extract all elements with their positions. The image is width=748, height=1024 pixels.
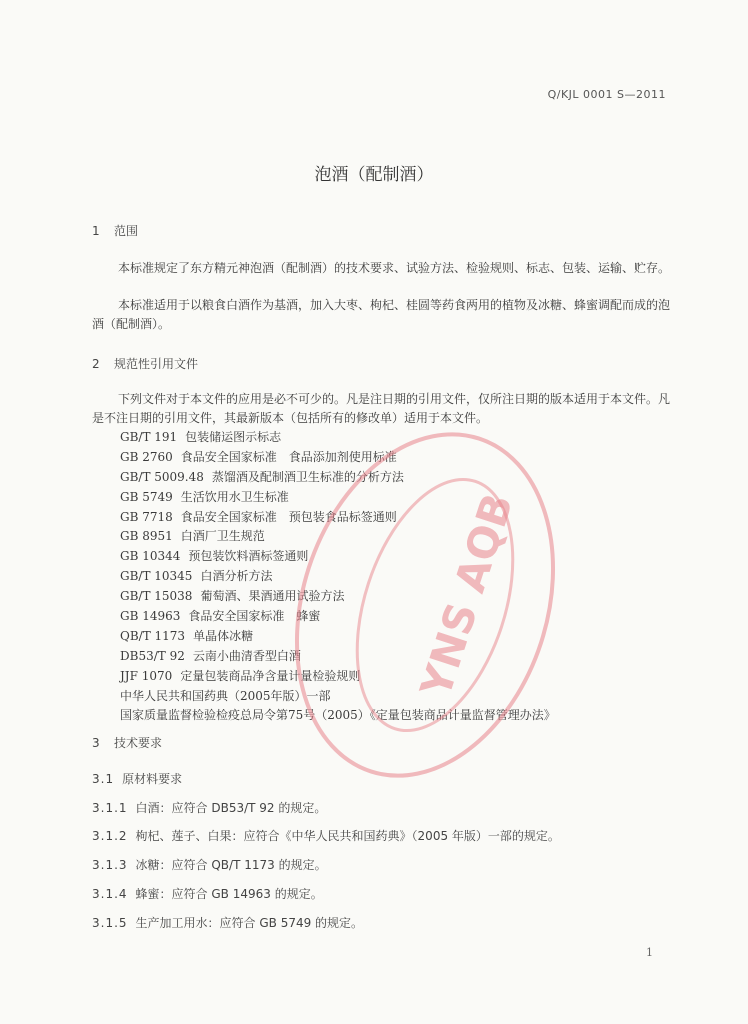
reference-title: 葡萄酒、果酒通用试验方法 xyxy=(200,589,345,604)
document-number: Q/KJL 0001 S—2011 xyxy=(547,88,666,101)
reference-code: GB/T 191 xyxy=(120,430,178,444)
subsection-number: 3.1 xyxy=(92,772,115,786)
clause-number: 3.1.3 xyxy=(92,858,128,872)
page-number: 1 xyxy=(646,946,653,959)
clause-text: 生产加工用水：应符合 GB 5749 的规定。 xyxy=(135,916,364,930)
reference-title: 预包装饮料酒标签通则 xyxy=(188,549,309,564)
reference-item xyxy=(120,488,660,508)
clause-text: 白酒：应符合 DB53/T 92 的规定。 xyxy=(135,801,327,815)
reference-code: DB53/T 92 xyxy=(120,648,185,663)
section-number: 1 xyxy=(92,224,100,238)
reference-code: GB/T 15038 xyxy=(120,589,193,604)
subsection-title: 原材料要求 xyxy=(122,772,183,786)
clause-text: 冰糖：应符合 QB/T 1173 的规定。 xyxy=(135,858,327,872)
section-3-heading xyxy=(92,734,162,751)
reference-item xyxy=(120,448,660,468)
section-1-heading xyxy=(92,222,138,239)
reference-item xyxy=(120,547,660,567)
reference-title: 中华人民共和国药典（2005年版）一部 xyxy=(120,688,331,703)
section-number: 2 xyxy=(92,357,100,371)
clause-3-1-5 xyxy=(92,914,363,931)
reference-item xyxy=(120,567,660,587)
reference-code: GB/T 5009.48 xyxy=(120,469,204,484)
reference-code: GB/T 10345 xyxy=(120,569,193,584)
reference-item xyxy=(120,687,660,707)
reference-title: 白酒分析方法 xyxy=(200,569,273,584)
clause-3-1-2 xyxy=(92,827,560,844)
reference-code: GB 7718 xyxy=(120,509,173,524)
clause-number: 3.1.2 xyxy=(92,829,128,843)
section-1-paragraph-2: 本标准适用于以粮食白酒作为基酒，加入大枣、枸杞、桂圆等药食两用的植物及冰糖、蜂蜜调配而成的泡酒（配制酒）。 xyxy=(92,298,671,331)
clause-number: 3.1.1 xyxy=(92,801,128,815)
section-title: 规范性引用文件 xyxy=(114,357,199,371)
reference-item xyxy=(120,428,660,448)
reference-title: 白酒厂卫生规范 xyxy=(180,529,265,544)
section-title: 技术要求 xyxy=(114,736,163,750)
reference-item xyxy=(120,527,660,547)
reference-title: 蒸馏酒及配制酒卫生标准的分析方法 xyxy=(211,469,404,484)
clause-3-1-1 xyxy=(92,799,326,816)
reference-title: 食品安全国家标准 预包装食品标签通则 xyxy=(180,509,397,524)
reference-item xyxy=(120,706,660,726)
section-1-paragraph-1: 本标准规定了东方精元神泡酒（配制酒）的技术要求、试验方法、检验规则、标志、包装、运输、贮存。 xyxy=(118,261,671,275)
reference-title: 国家质量监督检验检疫总局令第75号（2005）《定量包装商品计量监督管理办法》 xyxy=(120,708,556,723)
reference-code: GB 14963 xyxy=(120,609,181,624)
reference-item xyxy=(120,587,660,607)
clause-text: 蜂蜜：应符合 GB 14963 的规定。 xyxy=(135,887,323,901)
clause-text: 枸杞、莲子、白果：应符合《中华人民共和国药典》（2005 年版）一部的规定。 xyxy=(135,829,560,843)
section-2-heading xyxy=(92,355,198,372)
clause-number: 3.1.4 xyxy=(92,887,128,901)
section-number: 3 xyxy=(92,736,100,750)
document-title: 泡酒（配制酒） xyxy=(314,165,434,185)
clause-3-1-3 xyxy=(92,856,327,873)
reference-title: 生活饮用水卫生标准 xyxy=(180,489,289,504)
reference-title: 云南小曲清香型白酒 xyxy=(192,648,301,663)
reference-item xyxy=(120,667,660,687)
reference-title: 食品安全国家标准 蜂蜜 xyxy=(188,609,321,624)
clause-3-1-4 xyxy=(92,885,323,902)
reference-item xyxy=(120,508,660,528)
reference-code: GB 2760 xyxy=(120,449,173,464)
reference-item xyxy=(120,468,660,488)
reference-title: 单晶体冰糖 xyxy=(193,628,254,643)
reference-list xyxy=(120,428,660,726)
reference-item xyxy=(120,627,660,647)
reference-code: JJF 1070 xyxy=(120,668,173,683)
reference-code: QB/T 1173 xyxy=(120,628,186,643)
reference-code: GB 8951 xyxy=(120,529,173,544)
section-title: 范围 xyxy=(114,224,139,238)
reference-code: GB 10344 xyxy=(120,549,181,564)
reference-title: 定量包装商品净含量计量检验规则 xyxy=(180,668,361,683)
stamp-text: YNS AQB xyxy=(410,487,523,704)
reference-item xyxy=(120,607,660,627)
reference-code: GB 5749 xyxy=(120,489,173,504)
reference-title: 食品安全国家标准 食品添加剂使用标准 xyxy=(180,449,397,464)
reference-item xyxy=(120,647,660,667)
reference-title: 包装储运图示标志 xyxy=(185,430,282,444)
subsection-3-1 xyxy=(92,770,182,787)
clause-number: 3.1.5 xyxy=(92,916,128,930)
section-2-intro: 下列文件对于本文件的应用是必不可少的。凡是注日期的引用文件，仅所注日期的版本适用于本文件。凡是不注日期的引用文件，其最新版本（包括所有的修改单）适用于本文件。 xyxy=(92,392,671,425)
